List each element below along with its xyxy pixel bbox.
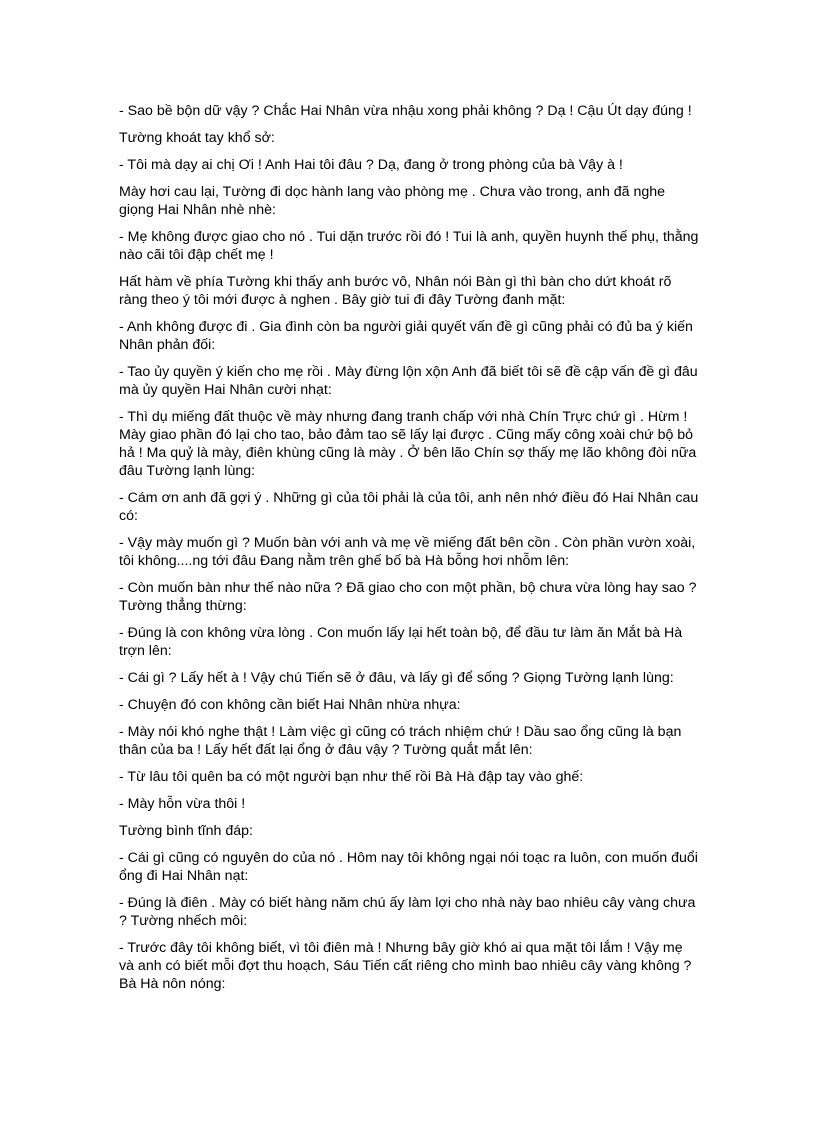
paragraph: - Mẹ không được giao cho nó . Tui dặn trước rồi đó ! Tui là anh, quyền huynh thế phụ, thằng nào cãi tôi đập chết mẹ !	[119, 229, 699, 263]
paragraph: Hất hàm về phía Tường khi thấy anh bước vô, Nhân nói Bàn gì thì bàn cho dứt khoát rõ ràng theo ý tôi mới được à nghen . Bây giờ tui đi đây Tường đanh mặt:	[119, 274, 672, 308]
paragraph: - Anh không được đi . Gia đình còn ba người giải quyết vấn đề gì cũng phải có đủ ba ý kiến Nhân phản đối:	[119, 319, 693, 353]
paragraph: - Mày hỗn vừa thôi !	[119, 796, 246, 812]
paragraph: - Từ lâu tôi quên ba có một người bạn như thế rồi Bà Hà đập tay vào ghế:	[119, 769, 584, 785]
paragraph: - Trước đây tôi không biết, vì tôi điên mà ! Nhưng bây giờ khó ai qua mặt tôi lắm ! Vậy mẹ và anh có biết mỗi đợt thu hoạch, Sáu Tiến cất riêng cho mình bao nhiêu cây vàng không ? Bà Hà nôn nóng:	[119, 940, 692, 992]
paragraph: - Tao ủy quyền ý kiến cho mẹ rồi . Mày đừng lộn xộn Anh đã biết tôi sẽ đề cập vấn đề gì đâu mà ủy quyền Hai Nhân cười nhạt:	[119, 364, 698, 398]
paragraph: - Tôi mà dạy ai chị Ơi ! Anh Hai tôi đâu ? Dạ, đang ở trong phòng của bà Vậy à !	[119, 157, 623, 173]
paragraph: - Cái gì ? Lấy hết à ! Vậy chú Tiến sẽ ở đâu, và lấy gì để sống ? Giọng Tường lạnh lùng:	[119, 670, 674, 686]
paragraph: - Sao bề bộn dữ vậy ? Chắc Hai Nhân vừa nhậu xong phải không ? Dạ ! Cậu Út dạy đúng !	[119, 103, 692, 119]
paragraph: - Đúng là điên . Mày có biết hàng năm chú ấy làm lợi cho nhà này bao nhiêu cây vàng chưa ? Tường nhếch môi:	[119, 895, 696, 929]
paragraph: - Cái gì cũng có nguyên do của nó . Hôm nay tôi không ngại nói toạc ra luôn, con muốn đuổi ổng đi Hai Nhân nạt:	[119, 850, 698, 884]
paragraph: - Thì dụ miếng đất thuộc về mày nhưng đang tranh chấp với nhà Chín Trực chứ gì . Hừm ! Mày giao phần đó lại cho tao, bảo đảm tao sẽ lấy lại được . Cũng mấy công xoài chứ bộ bỏ hả ! Ma quỷ là mày, điên khùng cũng là mày . Ở bên lão Chín sợ thấy mẹ lão không đòi nữa đâu Tường lạnh lùng:	[119, 409, 697, 479]
paragraph: - Chuyện đó con không cần biết Hai Nhân nhừa nhựa:	[119, 697, 461, 713]
paragraph: - Còn muốn bàn như thế nào nữa ? Đã giao cho con một phần, bộ chưa vừa lòng hay sao ? Tường thẳng thừng:	[119, 580, 697, 614]
document-body	[119, 102, 699, 1002]
paragraph: - Mày nói khó nghe thật ! Làm việc gì cũng có trách nhiệm chứ ! Dầu sao ổng cũng là bạn thân của ba ! Lấy hết đất lại ổng ở đâu vậy ? Tường quắt mắt lên:	[119, 724, 682, 758]
paragraph: Tường bình tĩnh đáp:	[119, 823, 253, 839]
paragraph: Mày hơi cau lại, Tường đi dọc hành lang vào phòng mẹ . Chưa vào trong, anh đã nghe giọng Hai Nhân nhè nhè:	[119, 184, 666, 218]
paragraph: - Cám ơn anh đã gợi ý . Những gì của tôi phải là của tôi, anh nên nhớ điều đó Hai Nhân cau có:	[119, 490, 699, 524]
paragraph: - Đúng là con không vừa lòng . Con muốn lấy lại hết toàn bộ, để đầu tư làm ăn Mắt bà Hà trợn lên:	[119, 625, 683, 659]
paragraph: Tường khoát tay khổ sở:	[119, 130, 275, 146]
paragraph: - Vậy mày muốn gì ? Muốn bàn với anh và mẹ về miếng đất bên cồn . Còn phần vườn xoài, tôi không....ng tới đâu Đang nằm trên ghế bố bà Hà bỗng hơi nhỗm lên:	[119, 535, 696, 569]
